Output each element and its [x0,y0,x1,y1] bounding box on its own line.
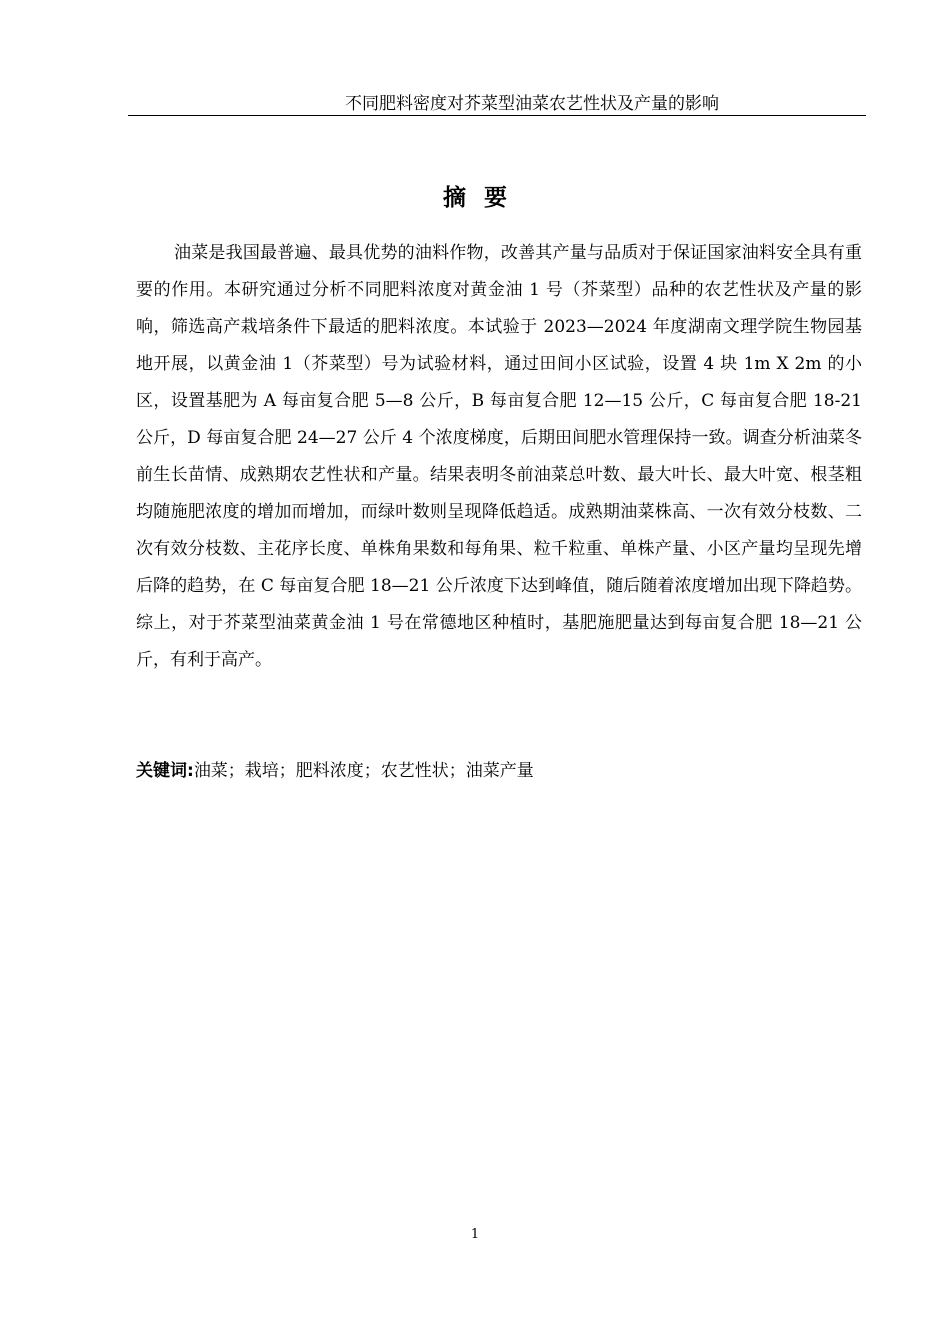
abstract-title: 摘要 [443,185,525,211]
keywords-line [136,756,862,786]
page-number: 1 [470,1227,480,1242]
keywords-list: 油菜；栽培；肥料浓度；农艺性状；油菜产量 [193,761,534,781]
header-rule [128,115,866,116]
running-header: 不同肥料密度对芥菜型油菜农艺性状及产量的影响 [345,94,719,114]
abstract-body: 油菜是我国最普遍、最具优势的油料作物，改善其产量与品质对于保证国家油料安全具有重要的作用。本研究通过分析不同肥料浓度对黄金油 1 号（芥菜型）品种的农艺性状及产量的影响，筛选高产栽培条件下最适的肥料浓度。本试验于 2023—2024 年度湖南文理学院生物园基地开展，以黄金油 1（芥菜型）号为试验材料，通过田间小区试验，设置 4 块 1m X 2m 的小区，设置基肥为 A 每亩复合肥 5—8 公斤，B 每亩复合肥 12—15 公斤，C 每亩复合肥 18-21 公斤，D 每亩复合肥 24—27 公斤 4 个浓度梯度，后期田间肥水管理保持一致。调查分析油菜冬前生长苗情、成熟期农艺性状和产量。结果表明冬前油菜总叶数、最大叶长、最大叶宽、根茎粗均随施肥浓度的增加而增加，而绿叶数则呈现降低趋适。成熟期油菜株高、一次有效分枝数、二次有效分枝数、主花序长度、单株角果数和每角果、粒千粒重、单株产量、小区产量均呈现先增后降的趋势，在 C 每亩复合肥 18—21 公斤浓度下达到峰值，随后随着浓度增加出现下降趋势。综上，对于芥菜型油菜黄金油 1 号在常德地区种植时，基肥施肥量达到每亩复合肥 18—21 公斤，有利于高产。 [136,243,862,670]
keywords-label: 关键词: [136,761,194,781]
